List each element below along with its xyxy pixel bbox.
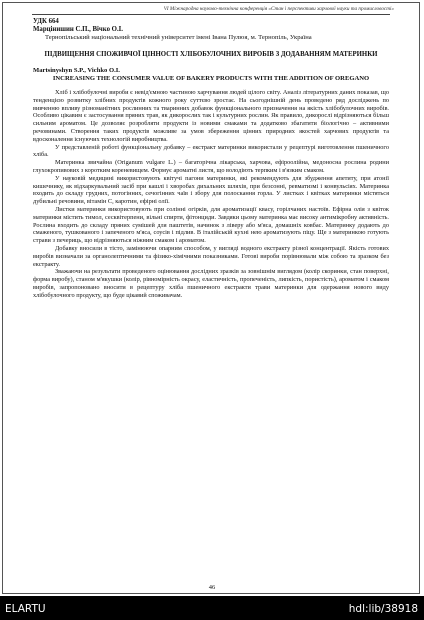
- paragraph-3: Материнка звичайна (Origanum vulgare L.) – багаторічна лікарська, харчова, ефіроолійна, медоносна рослина родини глухокропивових з коротким кореневищем. Формує ароматні листя, що володіють терпким і в'язким смаком.: [33, 159, 389, 174]
- footer-bar: [0, 596, 424, 620]
- udk-code: УДК 664: [33, 18, 59, 25]
- title-ua: ПІДВИЩЕННЯ СПОЖИВЧОЇ ЦІННОСТІ ХЛІБОБУЛОЧНИХ ВИРОБІВ З ДОДАВАННЯМ МАТЕРИНКИ: [44, 51, 378, 59]
- paragraph-7: Зважаючи на результати проведеного оцінювання дослідних зразків за зовнішнім виглядом (колір скоринки, стан поверхні, форма виробу), станом м'якушки (колір, рівномірність окрасу, еластичність, пропеченість, липкість, пористість), ароматом і смаком виробів, запропоновано вносити в рецептуру хліба пшеничного екстракти трави материнки для одержання нового виду хлібобулочного продукту, що буде цікавий споживачам.: [33, 268, 389, 299]
- paragraph-2: У представленій роботі функціональну добавку – екстракт материнки використали у рецептурі виготовлення пшеничного хліба.: [33, 143, 389, 159]
- paragraph-5: Листки материнки використовують при солінні огірків, для ароматизації квасу, горілчаних настоїв. Ефірна олія з квіток материнки містить тимол, сесквітерпени, вільні спирти, фітонциди. Завдяки цьому материнка має високу антимікробну активність. Рослина входить до складу пряних сумішей для паштетів, начинок з ліверу або м'яса, домашніх ковбас. Материнку додають до смаженого, тушкованого і запеченого м'яса, соусів і підлив. В італійській кухні нею ароматизують піцу. Ще з материнкою готують страви з печериць, що відрізняються ніжним смаком і ароматом.: [33, 205, 389, 245]
- paragraph-1: Хліб і хлібобулочні вироби є невід'ємною частиною харчування людей цілого світу. Аналіз літературних даних показав, що тенденцією розвитку хлібних продуктів кожного року суттєво зростає. На сьогоднішній день проведено ряд досліджень по вивченню впливу різноманітних рослинних та тваринних добавок функціонального призначення на якість хлібобулочних виробів. Особливо цікавим є застосування пряних трав, як дикорослих так і культурних рослин. Як правило, дикорослі відрізняються більш сильним ароматом. Це дозволяє розробляти продукти із новими смаками та додатково збагатити біологічно – активними речовинами. Створення таких продуктів можливе за умов збереження цінних природних якостей харчових продуктів та вдосконалення існуючих технологій виробництва.: [33, 88, 389, 143]
- paragraph-4: У науковій медицині використовують квітучі пагони материнки, які рекомендують для збудження апетиту, при атонії кишечнику, як відхаркувальний засіб при кашлі і хворобах дихальних шляхів, при безсонні, ревматизмі і конвульсіях. Материнка входить до складу грудних, потогінних, сечогінних чаїв і збору для полоскання горла. У листках і квітках материнки містяться дубильні речовини, вітамін С, каротин, ефірні олії.: [33, 174, 389, 206]
- footer-repository-label: ELARTU: [5, 603, 46, 615]
- running-header: VI Міжнародна науково-технічна конференція «Стан і перспективи харчової науки та промисловості»: [163, 6, 394, 12]
- article-body: [33, 18, 389, 300]
- footer-handle-link[interactable]: hdl:lib/38918: [348, 603, 418, 615]
- authors-ua: Марцінишин С.П., Вічко О.І.: [33, 25, 124, 33]
- page-number: 46: [208, 584, 216, 591]
- header-rule: [32, 14, 390, 15]
- authors-en: Martsinyshyn S.P., Vichko O.I.: [33, 67, 120, 75]
- title-en: INCREASING THE CONSUMER VALUE OF BAKERY PRODUCTS WITH THE ADDITION OF OREGANO: [52, 75, 370, 83]
- paragraph-6: Добавку вносили в тісто, замінюючи опарним способом, у вигляді водного екстракту різної концентрації. Якість готових виробів визначали за органолептичними та фізико-хімічними показниками. Готові вироби порівнювали між собою та зразком без екстракту.: [33, 244, 389, 268]
- affiliation: Тернопільський національний технічний університет імені Івана Пулюя, м. Тернопіль, Україна: [45, 33, 312, 41]
